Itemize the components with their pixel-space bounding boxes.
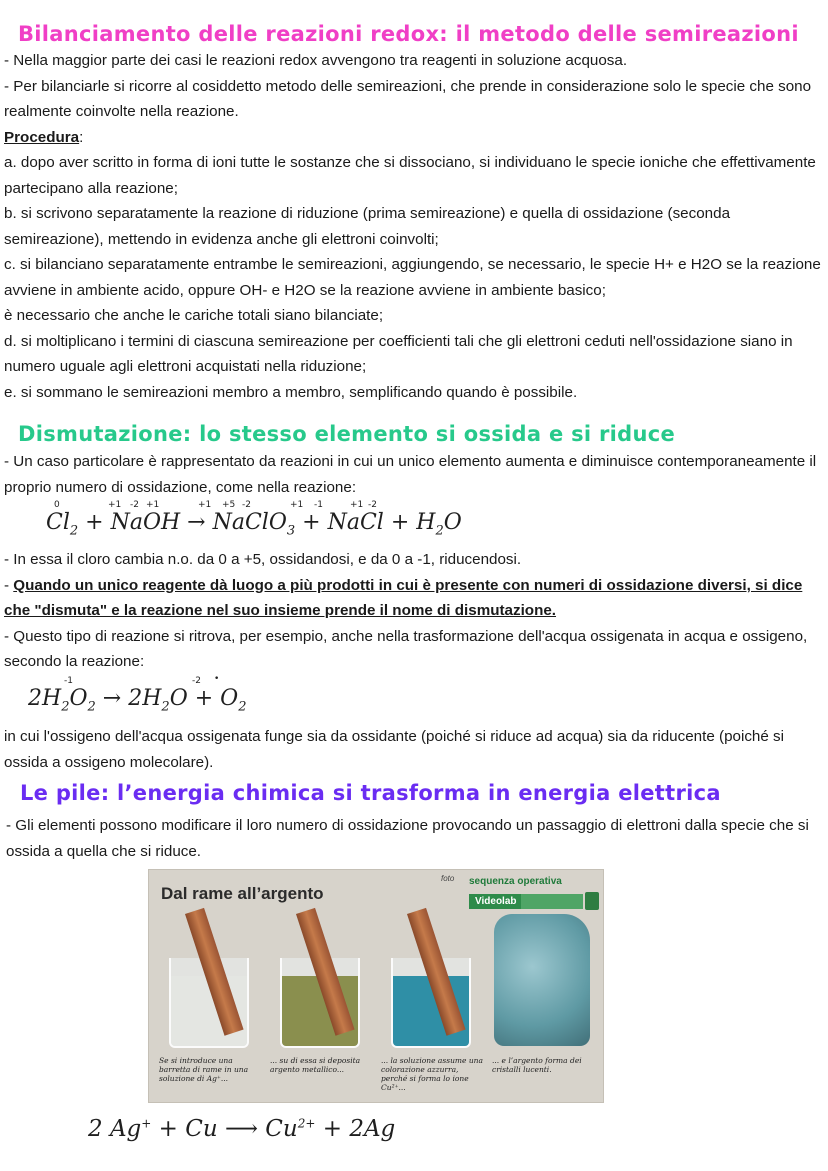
ox-number: -1 <box>314 500 323 510</box>
procedure-step-c: c. si bilanciano separatamente entrambe le semireazioni, aggiungendo, se necessario, le specie H+ e H2O se la reazione avviene in ambiente acido, oppure OH- e H2O se la reazione avviene in ambiente basico; <box>4 256 821 299</box>
copper-silver-photo <box>148 869 604 1103</box>
dismutation-intro <box>4 449 822 500</box>
procedure-heading <box>4 125 822 151</box>
peroxide-note <box>4 724 822 775</box>
photo-foto-label: foto <box>441 874 455 883</box>
ox-number: • <box>214 674 220 684</box>
ox-number: +1 <box>146 500 160 510</box>
dismutation-body <box>4 547 822 675</box>
equation-silver-copper: 2 Ag+ + Cu ⟶ $Cu^{2+} + 2Ag$ <box>88 1116 396 1142</box>
ox-number: +5 <box>222 500 236 510</box>
ox-number: +1 <box>198 500 212 510</box>
videolab-badge: Videolab <box>469 894 523 909</box>
equation-peroxide-decomposition <box>28 676 268 718</box>
equation-1-formula: $Cl_2$ + NaOH → NaClO$_3$ + NaCl + $H_2O$ <box>46 510 462 539</box>
photo-caption-3: ... la soluzione assume una colorazione azzurra, perché si forma lo ione Cu²⁺... <box>381 1056 483 1092</box>
silver-crystals <box>494 914 590 1046</box>
photo-panel-2 <box>266 914 372 1054</box>
ox-number: +1 <box>350 500 364 510</box>
videolab-info-box <box>521 894 583 909</box>
peroxide-note-text: in cui l'ossigeno dell'acqua ossigenata funge sia da ossidante (poiché si riduce ad acqua) sia da riducente (poiché si ossida a ossigeno molecolare). <box>4 728 785 771</box>
batteries-intro <box>6 813 816 864</box>
photo-caption-1: Se si introduce una barretta di rame in una soluzione di Ag⁺... <box>159 1056 249 1083</box>
photo-panel-3 <box>377 914 483 1054</box>
ox-number: 0 <box>54 500 60 510</box>
procedure-colon: : <box>79 128 84 146</box>
procedure-step-e: e. si sommano le semireazioni membro a membro, semplificando quando è possibile. <box>4 383 578 401</box>
dismutation-definition-text: Quando un unico reagente dà luogo a più prodotti in cui è presente con numeri di ossidazione diversi, si dice che "dismuta" e la reazione nel suo insieme prende il nome di dismutazione. <box>4 576 803 619</box>
procedure-step-b: b. si scrivono separatamente la reazione di riduzione (prima semireazione) e quella di ossidazione (seconda semireazione), mettendo in evidenza anche gli elettroni coinvolti; <box>4 205 731 248</box>
ox-number: +1 <box>290 500 304 510</box>
ox-number: +1 <box>108 500 122 510</box>
videolab-icon <box>585 892 599 910</box>
photo-caption-4: ... e l’argento forma dei cristalli lucenti. <box>492 1056 582 1074</box>
photo-sequence-label: sequenza operativa <box>469 876 562 887</box>
section-title-redox-balancing: Bilanciamento delle reazioni redox: il metodo delle semireazioni <box>18 22 799 46</box>
dismutation-definition: - Quando un unico reagente dà luogo a più prodotti in cui è presente con numeri di ossidazione diversi, si dice che "dismuta" e la reazione nel suo insieme prende il nome di dismutazione. <box>4 576 803 619</box>
section-redox-balancing-body <box>4 48 822 405</box>
photo-panel-1 <box>155 914 261 1054</box>
equation-2-formula: $2H_2O_2 \to 2H_2O + O_2$ <box>28 686 247 715</box>
procedure-step-c-note: è necessario che anche le cariche totali siano bilanciate; <box>4 307 384 324</box>
procedure-label: Procedura <box>4 128 80 146</box>
batteries-intro-text: - Gli elementi possono modificare il loro numero di ossidazione provocando un passaggio di elettroni dalla specie che si ossida a quella che si riduce. <box>6 817 809 860</box>
chlorine-note: - In essa il cloro cambia n.o. da 0 a +5, ossidandosi, e da 0 a -1, riducendosi. <box>4 551 522 568</box>
ox-number: -1 <box>64 676 73 686</box>
ox-number: -2 <box>242 500 251 510</box>
photo-title: Dal rame all’argento <box>161 884 324 903</box>
intro-line-1: - Nella maggior parte dei casi le reazioni redox avvengono tra reagenti in soluzione acquosa. <box>4 52 628 69</box>
intro-line-2: - Per bilanciarle si ricorre al cosiddetto metodo delle semireazioni, che prende in considerazione solo le specie che sono realmente coinvolte nella reazione. <box>4 77 812 120</box>
procedure-step-d: d. si moltiplicano i termini di ciascuna semireazione per coefficienti tali che gli elettroni ceduti nell'ossidazione siano in numero uguale agli elettroni acquistati nella riduzione; <box>4 332 793 375</box>
ox-number: -2 <box>192 676 201 686</box>
procedure-step-a: a. dopo aver scritto in forma di ioni tutte le sostanze che si dissociano, si individuano le specie ioniche che effettivamente partecipano alla reazione; <box>4 154 816 197</box>
photo-caption-2: ... su di essa si deposita argento metallico... <box>270 1056 361 1074</box>
ox-number: -2 <box>130 500 139 510</box>
ox-number: -2 <box>368 500 377 510</box>
section-title-batteries: Le pile: l’energia chimica si trasforma in energia elettrica <box>20 781 721 805</box>
peroxide-intro: - Questo tipo di reazione si ritrova, per esempio, anche nella trasformazione dell'acqua ossigenata in acqua e ossigeno, secondo la reazione: <box>4 627 808 670</box>
dismutation-intro-text: - Un caso particolare è rappresentato da reazioni in cui un unico elemento aumenta e diminuisce contemporaneamente il proprio numero di ossidazione, come nella reazione: <box>4 453 817 496</box>
equation-chlorine-dismutation <box>46 500 462 544</box>
section-title-dismutation: Dismutazione: lo stesso elemento si ossida e si riduce <box>18 422 676 446</box>
photo-panel-4 <box>488 914 594 1054</box>
